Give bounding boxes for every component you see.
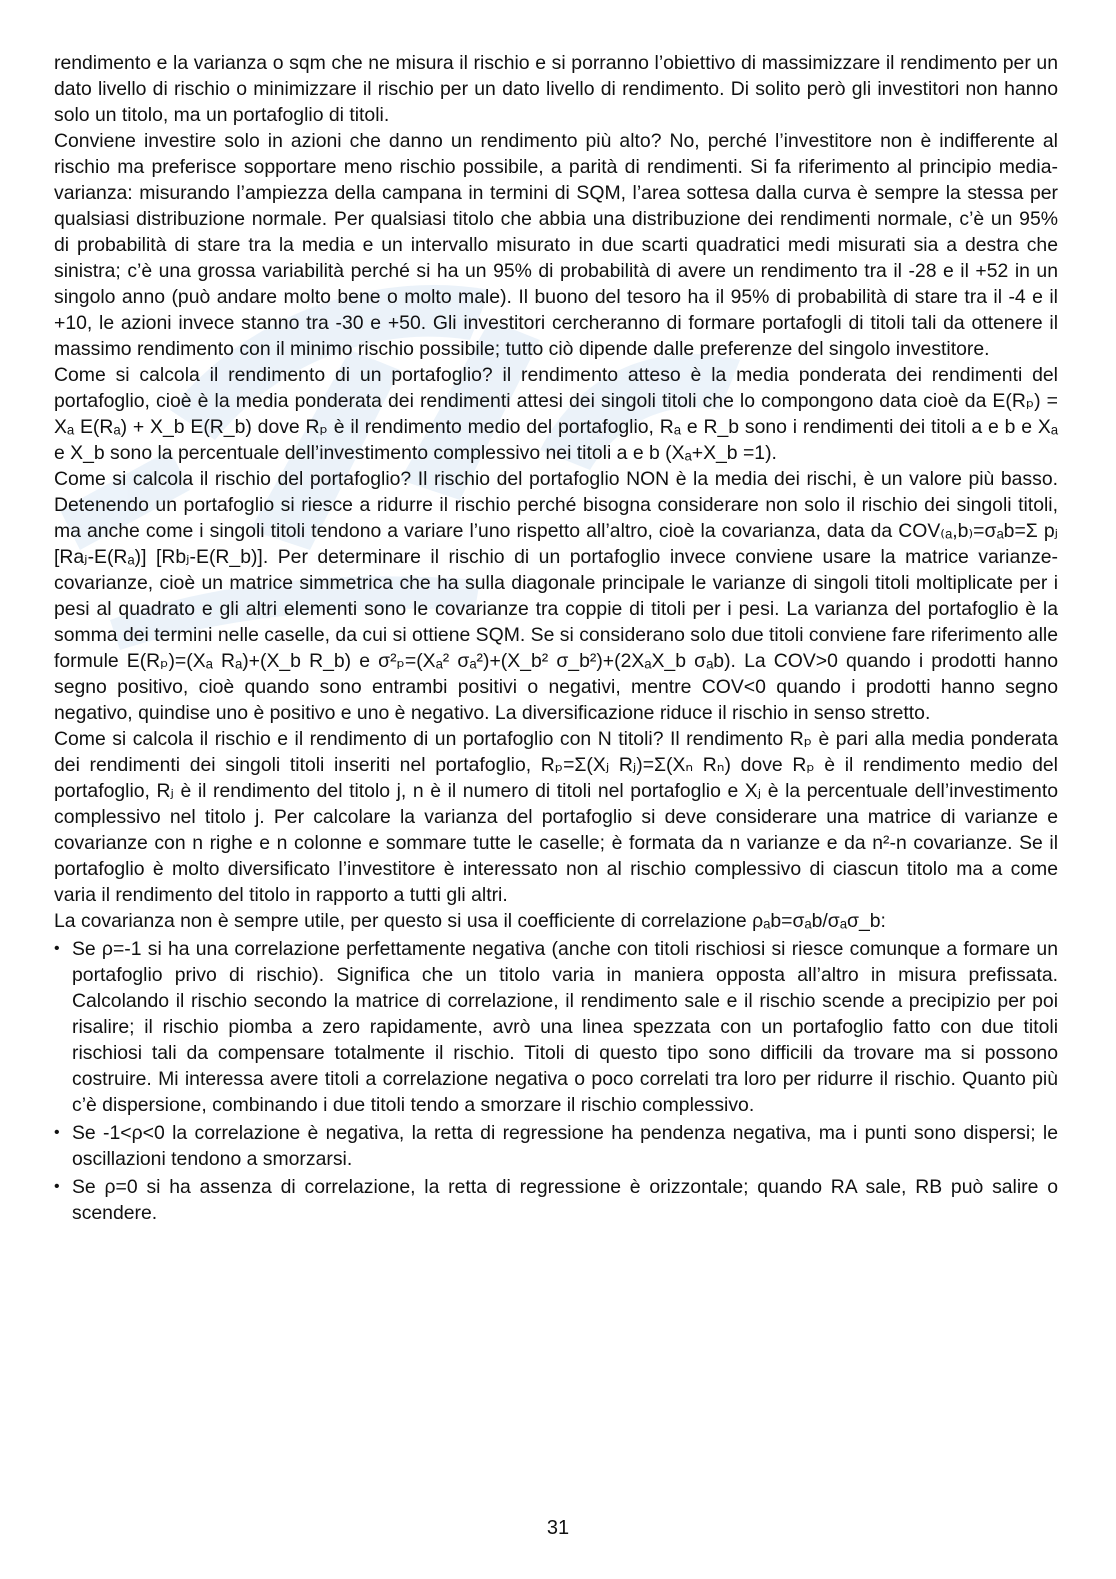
paragraph: Come si calcola il rischio del portafoglio? Il rischio del portafoglio NON è la media dei rischi, è un valore più basso. Detenendo un portafoglio si riesce a ridurre il rischio perché bisogna considerare non solo il rischio dei singoli titoli, ma anche come i singoli titoli tendono a variare l’uno rispetto all’altro, cioè la covarianza, data da COV₍ₐ,b₎=σₐb=Σ pⱼ [Raⱼ-E(Rₐ)] [Rbⱼ-E(R_b)]. Per determinare il rischio di un portafoglio invece conviene usare la matrice varianze-covarianze, cioè un matrice simmetrica che ha sulla diagonale principale le varianze di singoli titoli moltiplicate per i pesi al quadrato e gli altri elementi sono le covarianze tra coppie di titoli per i pesi. La varianza del portafoglio è la somma dei termini nelle caselle, da cui si ottiene SQM. Se si considerano solo due titoli conviene fare riferimento alle formule E(Rₚ)=(Xₐ Rₐ)+(X_b R_b) e σ²ₚ=(Xₐ² σₐ²)+(X_b² σ_b²)+(2XₐX_b σₐb). La COV>0 quando i prodotti hanno segno positivo, cioè quando sono entrambi positivi o negativi, mentre COV<0 quando i prodotti hanno segno negativo, quindise uno è positivo e uno è negativo. La diversificazione riduce il rischio in senso stretto. <box>54 468 1058 724</box>
list-item: • Se ρ=0 si ha assenza di correlazione, la retta di regressione è orizzontale; quando RA sale, RB può salire o scendere. <box>54 1174 1058 1226</box>
paragraph: Come si calcola il rendimento di un portafoglio? il rendimento atteso è la media ponderata dei rendimenti del portafoglio, cioè è la media ponderata dei rendimenti attesi dei singoli titoli che lo compongono data cioè da E(Rₚ) = Xₐ E(Rₐ) + X_b E(R_b) dove Rₚ è il rendimento medio del portafoglio, Rₐ e R_b sono i rendimenti dei titoli a e b e Xₐ e X_b sono la percentuale dell’investimento complessivo nei titoli a e b (Xₐ+X_b =1). <box>54 364 1058 464</box>
paragraph: La covarianza non è sempre utile, per questo si usa il coefficiente di correlazione ρₐb=σₐb/σₐσ_b: <box>54 910 886 932</box>
paragraph: rendimento e la varianza o sqm che ne misura il rischio e si porranno l’obiettivo di massimizzare il rendimento per un dato livello di rischio o minimizzare il rischio per un dato livello di rendimento. Di solito però gli investitori non hanno solo un titolo, ma un portafoglio di titoli. <box>54 52 1058 126</box>
bullet-list <box>54 936 1058 1226</box>
list-item: • Se -1<ρ<0 la correlazione è negativa, la retta di regressione ha pendenza negativa, ma i punti sono dispersi; le oscillazioni tendono a smorzarsi. <box>54 1120 1058 1172</box>
page-number: 31 <box>546 1517 570 1539</box>
list-item: • Se ρ=-1 si ha una correlazione perfettamente negativa (anche con titoli rischiosi si riesce comunque a formare un portafoglio privo di rischio). Significa che un titolo varia in maniera opposta all’altro in misura prefissata. Calcolando il rischio secondo la matrice di correlazione, il rendimento sale e il rischio scende a precipizio per poi risalire; il rischio piomba a zero rapidamente, avrò una linea spezzata con un portafoglio fatto con due titoli rischiosi tali da compensare totalmente il rischio. Titoli di questo tipo sono difficili da trovare ma si possono costruire. Mi interessa avere titoli a correlazione negativa o poco correlati tra loro per ridurre il rischio. Quanto più c’è dispersione, combinando i due titoli tendo a smorzare il rischio complessivo. <box>54 936 1058 1118</box>
paragraph: Conviene investire solo in azioni che danno un rendimento più alto? No, perché l’investitore non è indifferente al rischio ma preferisce sopportare meno rischio possibile, a parità di rendimenti. Si fa riferimento al principio media-varianza: misurando l’ampiezza della campana in termini di SQM, l’area sottesa dalla curva è sempre la stessa per qualsiasi distribuzione normale. Per qualsiasi titolo che abbia una distribuzione dei rendimenti normale, c’è un 95% di probabilità di stare tra la media e un intervallo misurato in due scarti quadratici medi misurati sia a destra che sinistra; c’è una grossa variabilità perché si ha un 95% di probabilità di avere un rendimento tra il -28 e il +52 in un singolo anno (può andare molto bene o molto male). Il buono del tesoro ha il 95% di probabilità di stare tra il -4 e il +10, le azioni invece stanno tra -30 e +50. Gli investitori cercheranno di formare portafogli di titoli tali da ottenere il massimo rendimento con il minimo rischio possibile; tutto ciò dipende dalle preferenze del singolo investitore. <box>54 130 1058 360</box>
document-body <box>54 50 1058 1226</box>
paragraph: Come si calcola il rischio e il rendimento di un portafoglio con N titoli? Il rendimento Rₚ è pari alla media ponderata dei rendimenti dei singoli titoli inseriti nel portafoglio, Rₚ=Σ(Xⱼ Rⱼ)=Σ(Xₙ Rₙ) dove Rₚ è il rendimento medio del portafoglio, Rⱼ è il rendimento del titolo j, n è il numero di titoli nel portafoglio e Xⱼ è la percentuale dell’investimento complessivo nel titolo j. Per calcolare la varianza del portafoglio si deve considerare una matrice di varianze e covarianze con n righe e n colonne e sommare tutte le caselle; è formata da n varianze e da n²-n covarianze. Se il portafoglio è molto diversificato l’investitore è interessato non al rischio complessivo di ciascun titolo ma a come varia il rendimento del titolo in rapporto a tutti gli altri. <box>54 728 1058 906</box>
